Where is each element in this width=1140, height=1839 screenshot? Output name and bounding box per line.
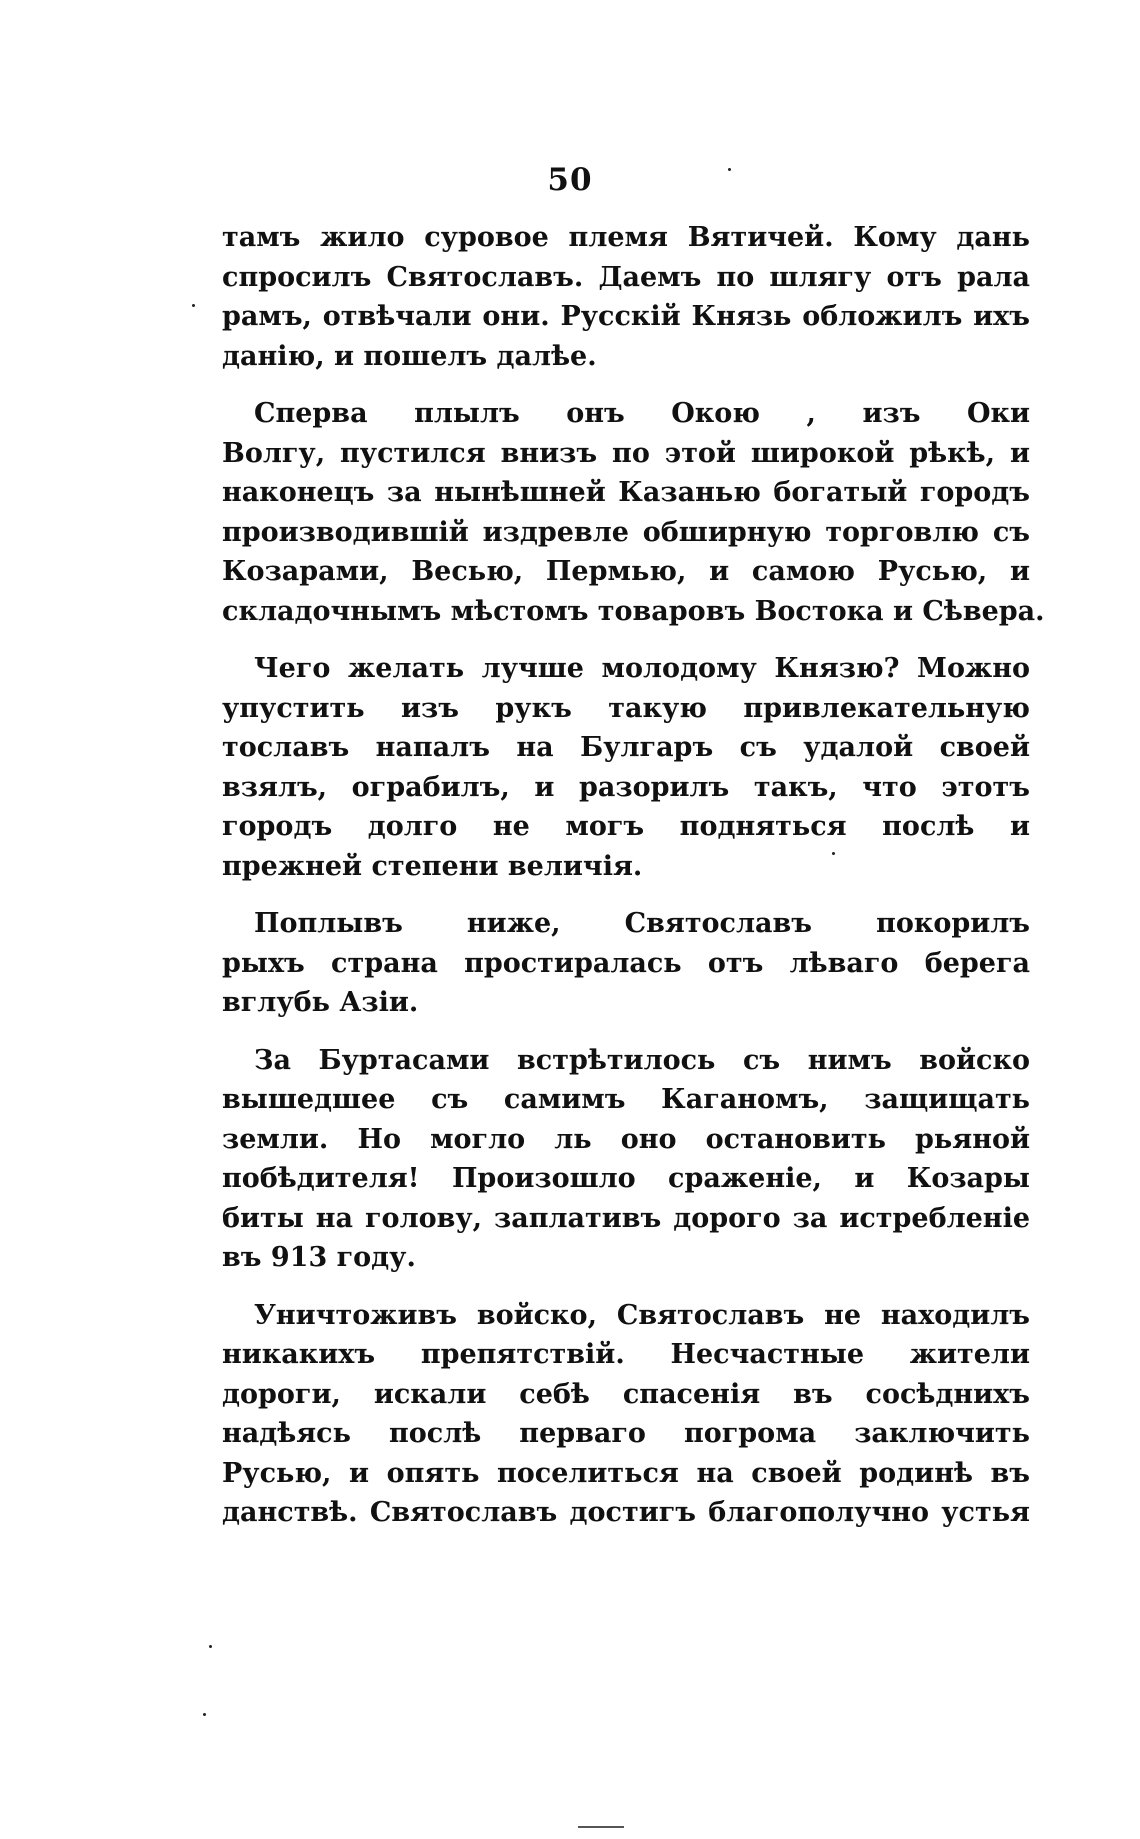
- text-line: земли. Но могло ль оно остановить рьяной: [222, 1123, 1030, 1155]
- text-line: дороги, искали себѣ спасенія въ сосѣднихъ: [222, 1378, 1030, 1410]
- paragraph: [222, 1296, 1030, 1533]
- text-line: биты на голову, заплативъ дорого за истребленіе: [222, 1202, 1030, 1234]
- text-line: никакихъ препятствій. Несчастные жители: [222, 1339, 1030, 1370]
- text-line: Поплывъ ниже, Святославъ покорилъ: [254, 908, 1030, 939]
- text-line: наконецъ за нынѣшней Казанью богатый городъ: [222, 477, 1030, 508]
- text-line: Волгу, пустился внизъ по этой широкой рѣкѣ, и: [222, 437, 1030, 469]
- text-line: Чего желать лучше молодому Князю? Можно: [254, 653, 1030, 684]
- text-line: рыхъ страна простиралась отъ лѣваго берега: [222, 947, 1030, 979]
- scan-speck: [209, 1645, 212, 1648]
- paragraph: [222, 904, 1030, 1023]
- text-line: складочнымъ мѣстомъ товаровъ Востока и Сѣвера.: [222, 595, 1045, 627]
- text-line: Сперва плылъ онъ Окою , изъ Оки: [254, 398, 1030, 429]
- text-line: надѣясь послѣ перваго погрома заключить: [222, 1418, 1030, 1449]
- page-number: 50: [547, 162, 593, 198]
- scan-speck: [728, 168, 731, 171]
- text-line: прежней степени величія.: [222, 850, 643, 882]
- paragraph: [222, 394, 1045, 631]
- text-line: Уничтоживъ войско, Святославъ не находилъ: [254, 1299, 1030, 1331]
- scan-speck: [203, 1713, 206, 1716]
- text-line: производившій издревле обширную торговлю съ: [222, 516, 1030, 548]
- paragraph: [222, 649, 1030, 886]
- text-line: побѣдителя! Произошло сраженіе, и Козары: [222, 1163, 1030, 1194]
- paragraph: [222, 218, 1030, 376]
- text-line: спросилъ Святославъ. Даемъ по шлягу отъ рала: [222, 261, 1030, 293]
- text-line: вглубь Азіи.: [222, 987, 419, 1018]
- text-line: данствѣ. Святославъ достигъ благополучно устья: [222, 1497, 1030, 1528]
- text-line: упустить изъ рукъ такую привлекательную: [222, 692, 1030, 724]
- paragraph: [222, 1041, 1030, 1278]
- body-text: [222, 218, 1045, 1533]
- text-line: Козарами, Весью, Пермью, и самою Русью, и: [222, 556, 1030, 587]
- text-line: тославъ напалъ на Булгаръ съ удалой своей: [222, 732, 1030, 763]
- text-line: За Буртасами встрѣтилось съ нимъ войско: [254, 1044, 1030, 1076]
- scan-speck: [192, 304, 195, 307]
- text-line: взялъ, ограбилъ, и разорилъ такъ, что этотъ: [222, 771, 1030, 803]
- text-line: данію, и пошелъ далѣе.: [222, 340, 597, 372]
- text-line: въ 913 году.: [222, 1242, 416, 1273]
- text-line: тамъ жило суровое племя Вятичей. Кому дань: [222, 222, 1030, 253]
- text-line: Русью, и опять поселиться на своей родинѣ въ: [222, 1457, 1030, 1489]
- text-line: рамъ, отвѣчали они. Русскій Князь обложилъ ихъ: [222, 301, 1030, 332]
- bottom-rule: [578, 1826, 624, 1828]
- scan-speck: [832, 852, 835, 855]
- text-line: городъ долго не могъ подняться послѣ и: [222, 811, 1030, 842]
- text-line: вышедшее съ самимъ Каганомъ, защищать: [222, 1084, 1030, 1115]
